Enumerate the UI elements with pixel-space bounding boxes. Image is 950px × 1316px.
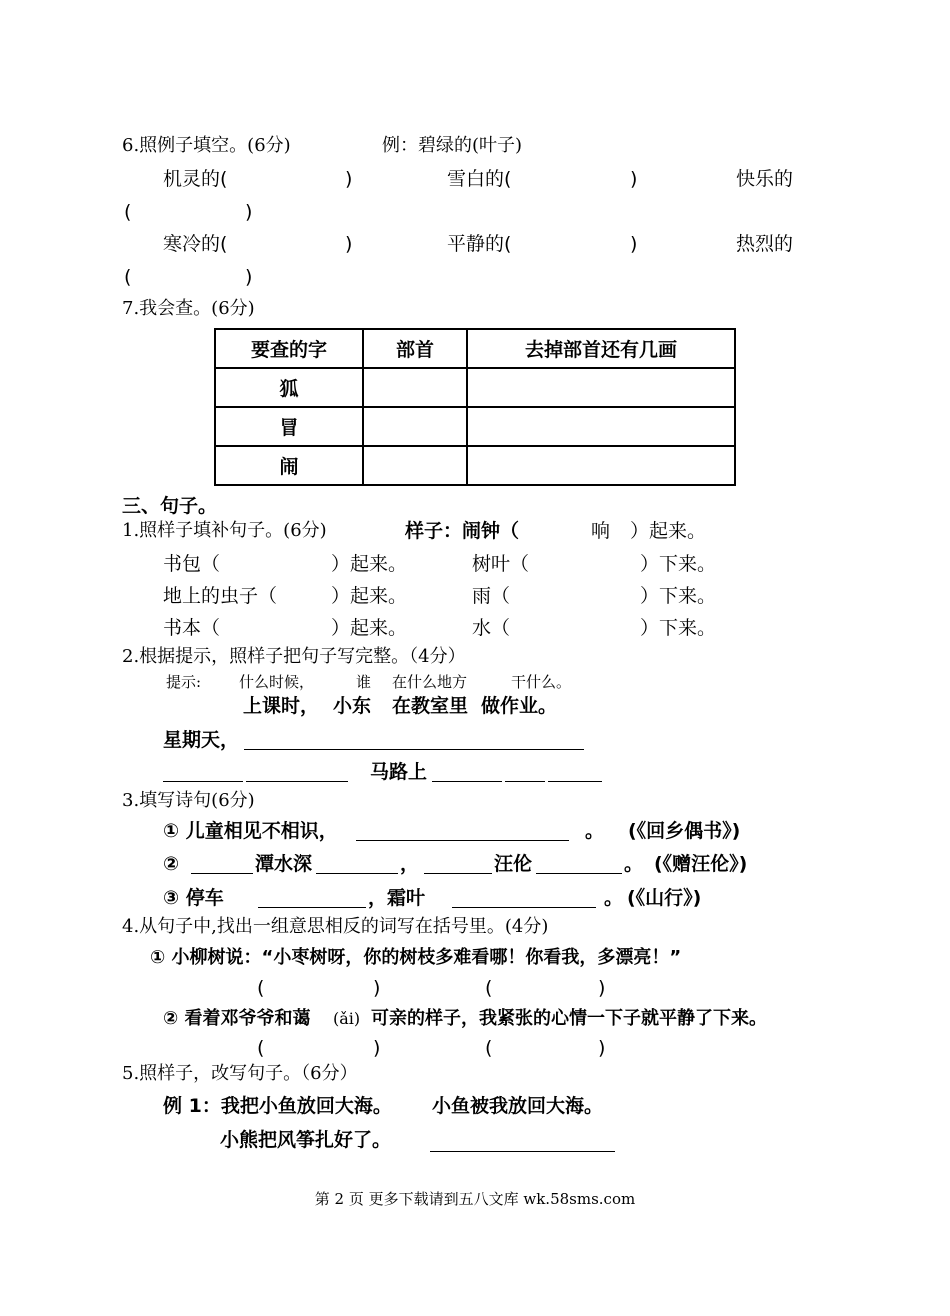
s2-title: 2.根据提示，照样子把句子写完整。（4分） bbox=[122, 646, 466, 667]
s2-hint-who: 谁 bbox=[356, 673, 372, 691]
table-header-char: 要查的字 bbox=[215, 329, 363, 368]
s2-line2-blank-1[interactable] bbox=[432, 781, 502, 782]
q6-row1-item2-close: ) bbox=[630, 168, 638, 190]
lookup-table bbox=[214, 328, 736, 486]
s3-poem1-line: ① 儿童相见不相识， bbox=[163, 820, 338, 842]
s3-poem3-blank-1[interactable] bbox=[258, 907, 366, 908]
s3-poem3-blank-2[interactable] bbox=[452, 907, 596, 908]
s1-right-2-a: 雨（ bbox=[472, 585, 511, 607]
s2-example-when: 上课时， bbox=[243, 695, 320, 717]
s3-poem2-blank-1[interactable] bbox=[191, 873, 253, 874]
q6-row1-item3: 快乐的 bbox=[736, 168, 794, 190]
s4-sentence-2-pinyin: (ǎi) bbox=[333, 1009, 361, 1028]
table-cell-strokes[interactable] bbox=[467, 407, 735, 446]
s1-sample-end: ）起来。 bbox=[630, 520, 707, 542]
s3-poem2-blank-2[interactable] bbox=[316, 873, 398, 874]
s2-example-where: 在教室里 bbox=[392, 695, 469, 717]
s1-right-2-b: ）下来。 bbox=[640, 585, 717, 607]
q6-row2-item3: 热烈的 bbox=[736, 233, 794, 255]
s4-title: 4.从句子中,找出一组意思相反的词写在括号里。(4分) bbox=[122, 916, 549, 937]
s5-title: 5.照样子，改写句子。（6分） bbox=[122, 1063, 358, 1084]
s3-title: 3.填写诗句(6分) bbox=[122, 790, 255, 811]
s4-s2-paren1-close: ) bbox=[373, 1037, 381, 1059]
s4-s1-paren1-open: ( bbox=[257, 977, 265, 999]
table-cell-radical[interactable] bbox=[363, 368, 467, 407]
s1-sample-word: 响 bbox=[591, 520, 611, 542]
table-header-row bbox=[215, 329, 735, 368]
s3-poem2-num: ② bbox=[163, 853, 180, 875]
table-cell-radical[interactable] bbox=[363, 407, 467, 446]
q7-title: 7.我会查。(6分) bbox=[122, 298, 255, 319]
s1-left-3-a: 书本（ bbox=[163, 617, 221, 639]
s2-line2-blank-when[interactable] bbox=[163, 781, 243, 782]
s5-answer-blank[interactable] bbox=[430, 1151, 615, 1152]
s1-sample-label: 样子：闹钟（ bbox=[405, 520, 520, 542]
s3-poem3-source: (《山行》) bbox=[627, 887, 702, 909]
table-header-radical: 部首 bbox=[363, 329, 467, 368]
s1-right-1-a: 树叶（ bbox=[472, 553, 530, 575]
s3-poem2-period: 。 bbox=[624, 853, 644, 875]
s3-poem2-blank-3[interactable] bbox=[424, 873, 492, 874]
s2-hint-label: 提示: bbox=[166, 673, 202, 691]
s4-sentence-2a: ② 看着邓爷爷和蔼 bbox=[163, 1008, 311, 1029]
q6-row2-item2-open: 平静的( bbox=[447, 233, 512, 255]
s2-example-what: 做作业。 bbox=[481, 695, 558, 717]
s4-s2-paren2-close: ) bbox=[598, 1037, 606, 1059]
page-footer: 第 2 页 更多下载请到五八文库 wk.58sms.com bbox=[314, 1190, 636, 1208]
s3-poem2-word2: 汪伦 bbox=[494, 853, 533, 875]
s1-right-1-b: ）下来。 bbox=[640, 553, 717, 575]
s4-s1-paren1-close: ) bbox=[373, 977, 381, 999]
s3-poem1-blank[interactable] bbox=[356, 840, 569, 841]
s4-s2-paren2-open: ( bbox=[485, 1037, 493, 1059]
s1-left-1-a: 书包（ bbox=[163, 553, 221, 575]
s2-line2-blank-2[interactable] bbox=[505, 781, 545, 782]
s2-hint-when: 什么时候， bbox=[239, 673, 315, 691]
s1-left-2-b: ）起来。 bbox=[331, 585, 408, 607]
q6-row2-item1-close: ) bbox=[345, 233, 353, 255]
q6-example: 例：碧绿的(叶子) bbox=[382, 135, 523, 156]
q6-row2-cont-open: ( bbox=[124, 266, 132, 288]
s5-example-answer: 小鱼被我放回大海。 bbox=[432, 1095, 604, 1117]
s5-example-label: 例 1：我把小鱼放回大海。 bbox=[163, 1095, 392, 1117]
table-cell-strokes[interactable] bbox=[467, 446, 735, 485]
s5-task: 小熊把风筝扎好了。 bbox=[220, 1129, 392, 1151]
s3-poem2-comma: ， bbox=[400, 853, 420, 875]
s3-poem3-word: ，霜叶 bbox=[368, 887, 426, 909]
s3-poem1-period: 。 bbox=[585, 820, 605, 842]
table-cell-radical[interactable] bbox=[363, 446, 467, 485]
q6-title: 6.照例子填空。(6分) bbox=[122, 135, 291, 156]
s4-sentence-1: ① 小柳树说：“小枣树呀，你的树枝多难看哪！你看我，多漂亮！” bbox=[150, 947, 682, 968]
s2-line2-label: 马路上 bbox=[370, 761, 428, 783]
s4-sentence-2c: 可亲的样子，我紧张的心情一下子就平静了下来。 bbox=[371, 1008, 767, 1029]
s1-title: 1.照样子填补句子。(6分) bbox=[122, 520, 327, 541]
q6-row2-cont-close: ) bbox=[245, 266, 253, 288]
s1-right-3-a: 水（ bbox=[472, 617, 511, 639]
s2-hint-where: 在什么地方 bbox=[392, 673, 468, 691]
q6-row1-item1-open: 机灵的( bbox=[163, 168, 228, 190]
s2-example-who: 小东 bbox=[333, 695, 372, 717]
table-cell-char: 闹 bbox=[215, 446, 363, 485]
table-cell-char: 狐 bbox=[215, 368, 363, 407]
s1-left-1-b: ）起来。 bbox=[331, 553, 408, 575]
s2-line2-blank-3[interactable] bbox=[548, 781, 602, 782]
s2-line2-blank-who[interactable] bbox=[246, 781, 348, 782]
s2-hint-what: 干什么。 bbox=[511, 673, 572, 691]
s4-s1-paren2-open: ( bbox=[485, 977, 493, 999]
section3-title: 三、句子。 bbox=[122, 495, 218, 517]
s3-poem2-word1: 潭水深 bbox=[255, 853, 313, 875]
s3-poem2-source: (《赠汪伦》) bbox=[654, 853, 748, 875]
q6-row2-item2-close: ) bbox=[630, 233, 638, 255]
table-row bbox=[215, 446, 735, 485]
s3-poem1-source: (《回乡偶书》) bbox=[628, 820, 741, 842]
s1-right-3-b: ）下来。 bbox=[640, 617, 717, 639]
s1-left-2-a: 地上的虫子（ bbox=[163, 585, 278, 607]
table-cell-char: 冒 bbox=[215, 407, 363, 446]
s3-poem3-period: 。 bbox=[604, 887, 624, 909]
table-row bbox=[215, 368, 735, 407]
s2-line1-blank[interactable] bbox=[244, 749, 584, 750]
s4-s2-paren1-open: ( bbox=[257, 1037, 265, 1059]
s2-line1-label: 星期天， bbox=[163, 729, 240, 751]
q6-row2-item1-open: 寒冷的( bbox=[163, 233, 228, 255]
q6-row1-item2-open: 雪白的( bbox=[447, 168, 512, 190]
q6-row1-cont-open: ( bbox=[124, 201, 132, 223]
table-row bbox=[215, 407, 735, 446]
q6-row1-item1-close: ) bbox=[345, 168, 353, 190]
table-cell-strokes[interactable] bbox=[467, 368, 735, 407]
s3-poem3-start: ③ 停车 bbox=[163, 887, 224, 909]
s1-left-3-b: ）起来。 bbox=[331, 617, 408, 639]
table-header-strokes: 去掉部首还有几画 bbox=[467, 329, 735, 368]
s4-s1-paren2-close: ) bbox=[598, 977, 606, 999]
q6-row1-cont-close: ) bbox=[245, 201, 253, 223]
s3-poem2-blank-4[interactable] bbox=[536, 873, 622, 874]
